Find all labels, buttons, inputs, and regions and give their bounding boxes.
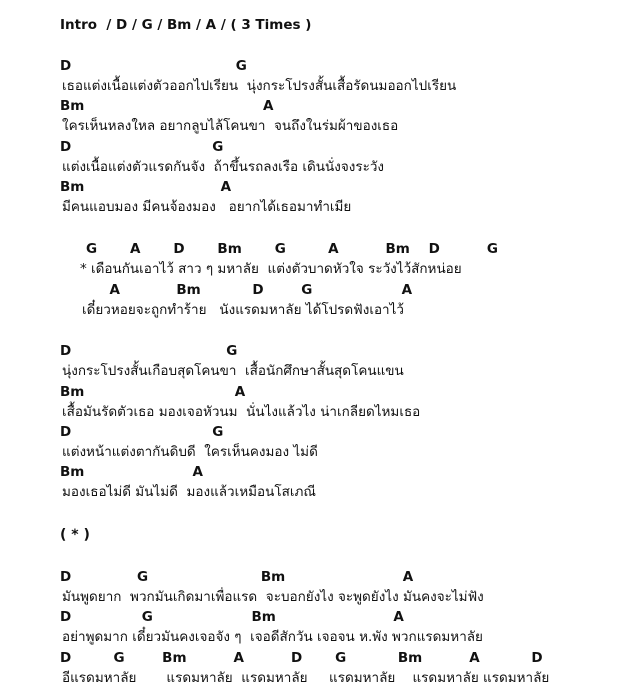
verse1-lyric-4: มีคนแอบมอง มีคนจ้องมอง อยากได้เธอมาทำเมีย [62, 199, 352, 215]
intro-line: Intro / D / G / Bm / A / ( 3 Times ) [60, 17, 312, 33]
outro-lyric-1: มันพูดยาก พวกมันเกิดมาเพื่อแรด จะบอกยังไง จะพูดยังไง มันคงจะไม่ฟัง [62, 589, 484, 605]
outro-chords-3: D G Bm A D G Bm A D [60, 650, 543, 666]
verse2-lyric-3: แต่งหน้าแต่งตากันดิบดี ใครเห็นคงมอง ไม่ดี [62, 444, 318, 460]
outro-chords-1: D G Bm A [60, 569, 414, 585]
verse1-chords-4: Bm A [60, 179, 232, 195]
chorus-chords-1: G A D Bm G A Bm D G [86, 241, 498, 257]
chorus-lyric-2: เดี๋ยวหอยจะถูกทำร้าย นังแรดมหาลัย ได้โปรดฟังเอาไว้ [82, 302, 405, 318]
verse2-chords-3: D G [60, 424, 224, 440]
verse1-lyric-3: แต่งเนื้อแต่งตัวแรดกันจัง ถ้าขึ้นรถลงเรือ เดินนั่งจงระวัง [62, 159, 384, 175]
verse1-chords-3: D G [60, 139, 224, 155]
chorus-lyric-1: * เดือนกันเอาไว้ สาว ๆ มหาลัย แต่งตัวบาดหัวใจ ระวังไว้สักหน่อย [80, 261, 462, 277]
verse2-lyric-4: มองเธอไม่ดี มันไม่ดี มองแล้วเหมือนโสเภณี [62, 484, 316, 500]
chorus-reference: ( * ) [60, 527, 90, 543]
verse2-chords-4: Bm A [60, 464, 203, 480]
verse1-chords-2: Bm A [60, 98, 274, 114]
verse2-chords-1: D G [60, 343, 238, 359]
outro-chords-2: D G Bm A [60, 609, 404, 625]
verse2-lyric-2: เสื้อมันรัดตัวเธอ มองเจอหัวนม นั่นไงแล้วไง น่าเกลียดไหมเธอ [62, 404, 421, 420]
outro-lyric-2: อย่าพูดมาก เดี๋ยวมันคงเจอจัง ๆ เจอดีสักวัน เจอจน ห.พัง พวกแรดมหาลัย [62, 629, 483, 645]
verse2-chords-2: Bm A [60, 384, 246, 400]
verse1-lyric-2: ใครเห็นหลงใหล อยากลูบไล้โคนขา จนถึงในร่มผ้าของเธอ [62, 118, 399, 134]
outro-lyric-3: อีแรดมหาลัย แรดมหาลัย แรดมหาลัย แรดมหาลัย แรดมหาลัย แรดมหาลัย [62, 670, 550, 686]
verse1-lyric-1: เธอแต่งเนื้อแต่งตัวออกไปเรียน นุ่งกระโปรงสั้นเสื้อรัดนมออกไปเรียน [62, 78, 457, 94]
chorus-chords-2: A Bm D G A [86, 282, 413, 298]
verse2-lyric-1: นุ่งกระโปรงสั้นเกือบสุดโคนขา เสื้อนักศึกษาสั้นสุดโคนแขน [62, 363, 404, 379]
verse1-chords-1: D G [60, 58, 247, 74]
